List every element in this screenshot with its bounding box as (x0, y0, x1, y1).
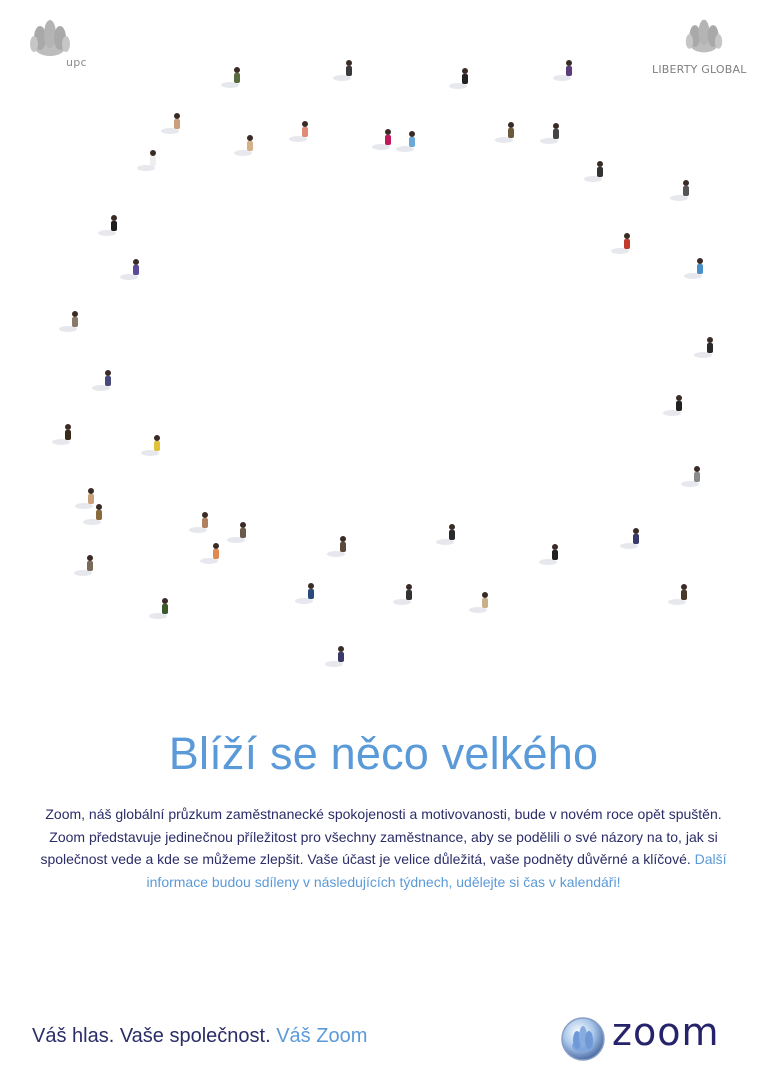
person-figure-icon (670, 180, 689, 201)
person-figure-icon (74, 555, 93, 576)
person-figure-icon (584, 161, 603, 182)
person-figure-icon (495, 122, 514, 143)
crowd-illustration (0, 55, 767, 685)
person-figure-icon (98, 215, 117, 236)
zoom-wordmark: zoom (612, 1010, 720, 1054)
person-figure-icon (663, 395, 682, 416)
person-figure-icon (372, 129, 391, 150)
footer-tagline (32, 1025, 367, 1048)
tagline-part-1: Váš hlas. Vaše společnost. (32, 1025, 271, 1047)
liberty-global-logo-text: LIBERTY GLOBAL (652, 63, 747, 76)
zoom-logo (560, 1010, 740, 1064)
person-figure-icon (449, 68, 468, 89)
person-figure-icon (52, 424, 71, 445)
person-figure-icon (295, 583, 314, 604)
person-figure-icon (234, 135, 253, 156)
person-figure-icon (161, 113, 180, 134)
person-figure-icon (436, 524, 455, 545)
zoom-orb-icon (560, 1016, 606, 1062)
person-figure-icon (393, 584, 412, 605)
person-figure-icon (149, 598, 168, 619)
person-figure-icon (189, 512, 208, 533)
person-figure-icon (333, 60, 352, 81)
person-figure-icon (92, 370, 111, 391)
liberty-global-mark-icon (684, 16, 724, 56)
body-main-text: Zoom, náš globální průzkum zaměstnanecké spokojenosti a motivovanosti, bude v novém roce opět spuštěn. Zoom představuje jedinečnou příležitost pro všechny zaměstnance, aby se podělili o své názory na to, jak si společnost vede a kde se můžeme zlepšit. Vaše účast je velice důležitá, vaše podněty důvěrné a klíčové. (40, 806, 722, 867)
person-figure-icon (289, 121, 308, 142)
tagline-part-2: Váš Zoom (276, 1025, 368, 1047)
person-figure-icon (221, 67, 240, 88)
person-figure-icon (137, 150, 156, 171)
person-figure-icon (694, 337, 713, 358)
person-figure-icon (539, 544, 558, 565)
person-figure-icon (540, 123, 559, 144)
person-figure-icon (684, 258, 703, 279)
person-figure-icon (200, 543, 219, 564)
person-figure-icon (469, 592, 488, 613)
person-figure-icon (325, 646, 344, 667)
person-figure-icon (327, 536, 346, 557)
person-figure-icon (141, 435, 160, 456)
person-figure-icon (681, 466, 700, 487)
upc-logo-text: upc (66, 56, 87, 69)
body-highlight-text: Další informace budou sdíleny v následujících týdnech, udělejte si čas v kalendáři! (146, 851, 727, 890)
person-figure-icon (620, 528, 639, 549)
person-figure-icon (611, 233, 630, 254)
person-figure-icon (227, 522, 246, 543)
person-figure-icon (120, 259, 139, 280)
person-figure-icon (553, 60, 572, 81)
person-figure-icon (59, 311, 78, 332)
page-title: Blíží se něco velkého (168, 728, 599, 779)
body-paragraph (40, 803, 727, 893)
person-figure-icon (75, 488, 94, 509)
upc-mark-icon (28, 16, 72, 60)
person-figure-icon (396, 131, 415, 152)
person-figure-icon (668, 584, 687, 605)
